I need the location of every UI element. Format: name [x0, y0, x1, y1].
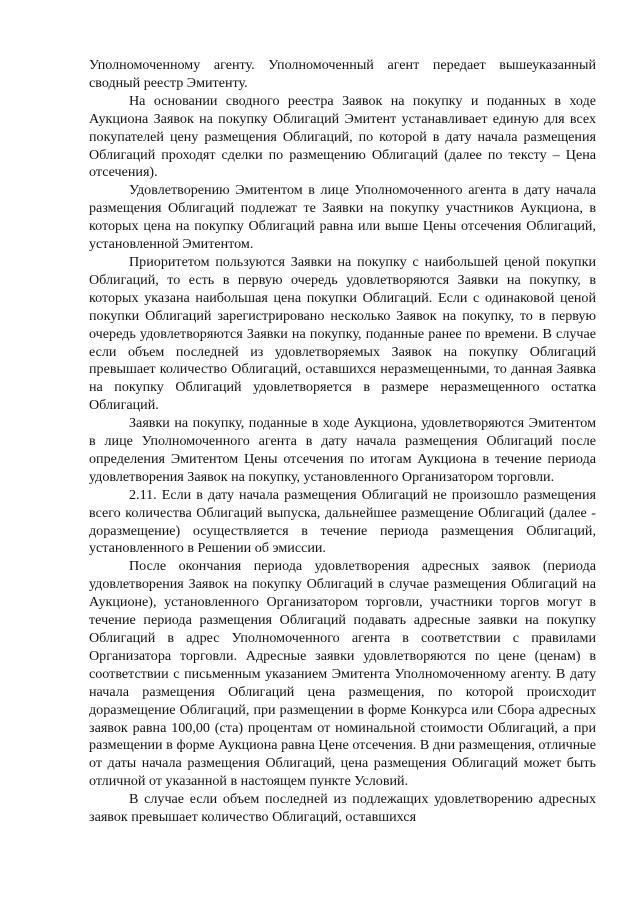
paragraph-address-orders: После окончания периода удовлетворения адресных заявок (периода удовлетворения Заявок на покупку Облигаций в случае размещения Облигаций на Аукционе), установленного Организатором торговли, участники торгов могут в течение периода размещения Облигаций подавать адресные заявки на покупку Облигаций в адрес Уполномоченного агента в соответствии с правилами Организатора торговли. Адресные заявки удовлетворяются по цене (ценам) в соответствии с письменным указанием Эмитента Уполномоченному агенту. В дату начала размещения Облигаций цена размещения, по которой происходит доразмещение Облигаций, при размещении в форме Конкурса или Сбора адресных заявок равна 100,00 (ста) процентам от номинальной стоимости Облигаций, а при размещении в форме Аукциона равна Цене отсечения. В дни размещения, отличные от даты начала размещения Облигаций, цена размещения Облигаций может быть отличной от указанной в настоящем пункте Условий.	[89, 558, 596, 790]
paragraph-cutoff-price: На основании сводного реестра Заявок на покупку и поданных в ходе Аукциона Заявок на покупку Облигаций Эмитент устанавливает единую для всех покупателей цену размещения Облигаций, по которой в дату начала размещения Облигаций проходят сделки по размещению Облигаций (далее по тексту – Цена отсечения).	[89, 92, 596, 181]
document-body	[89, 57, 596, 827]
paragraph-continuation: Уполномоченному агенту. Уполномоченный агент передает вышеуказанный сводный реестр Эмитенту.	[89, 57, 596, 91]
paragraph-last-order: В случае если объем последней из подлежащих удовлетворению адресных заявок превышает количество Облигаций, оставшихся	[89, 791, 596, 826]
paragraph-satisfaction: Удовлетворению Эмитентом в лице Уполномоченного агента в дату начала размещения Облигаций подлежат те Заявки на покупку участников Аукциона, в которых цена на покупку Облигаций равна или выше Цены отсечения Облигаций, установленной Эмитентом.	[89, 182, 596, 253]
paragraph-section-2-11: 2.11. Если в дату начала размещения Облигаций не произошло размещения всего количества Облигаций выпуска, дальнейшее размещение Облигаций (далее - доразмещение) осуществляется в течение периода размещения Облигаций, установленного в Решении об эмиссии.	[89, 486, 596, 557]
paragraph-auction-orders: Заявки на покупку, поданные в ходе Аукциона, удовлетворяются Эмитентом в лице Уполномоченного агента в дату начала размещения Облигаций после определения Эмитентом Цены отсечения по итогам Аукциона в течение периода удовлетворения Заявок на покупку, установленного Организатором торговли.	[89, 415, 596, 485]
paragraph-priority: Приоритетом пользуются Заявки на покупку с наибольшей ценой покупки Облигаций, то есть в первую очередь удовлетворяются Заявки на покупку, в которых указана наибольшая цена покупки Облигаций. Если с одинаковой ценой покупки Облигаций зарегистрировано несколько Заявок на покупку, то в первую очередь удовлетворяются Заявки на покупку, поданные ранее по времени. В случае если объем последней из удовлетворяемых Заявок на покупку Облигаций превышает количество Облигаций, оставшихся неразмещенными, то данная Заявка на покупку Облигаций удовлетворяется в размере неразмещенного остатка Облигаций.	[89, 253, 596, 414]
